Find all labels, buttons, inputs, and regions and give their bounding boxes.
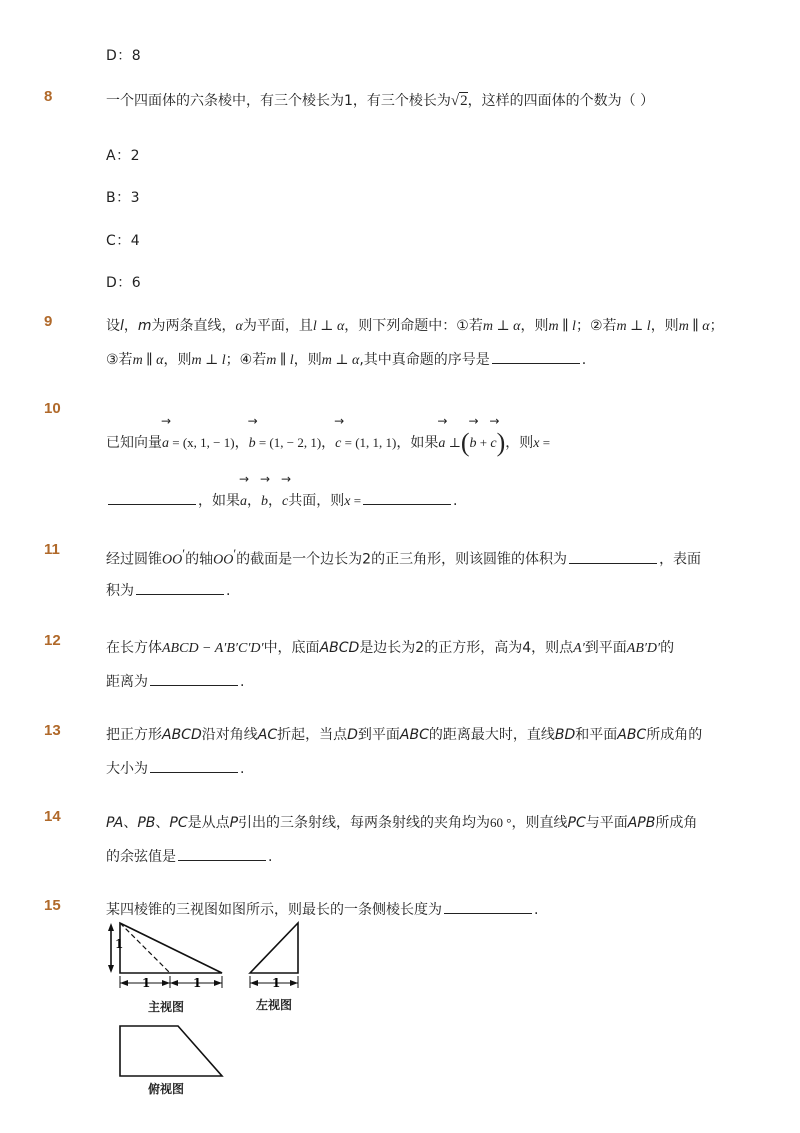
- q10-answer-blank-2[interactable]: [363, 492, 451, 505]
- q13-t: 大小为: [106, 761, 148, 777]
- q11-t: 的截面是一个边长为2的正三角形，则该圆锥的体积为: [236, 551, 568, 568]
- q13-m: ABC: [617, 727, 647, 743]
- q11-prime: ′: [182, 546, 186, 561]
- front-view: [108, 923, 222, 988]
- q12-t: 的: [660, 640, 675, 656]
- vector-arrow-icon: →: [161, 414, 172, 428]
- q12-answer-blank[interactable]: [150, 673, 238, 686]
- q12-m: A′: [573, 641, 585, 656]
- vector-arrow-icon: →: [468, 414, 479, 428]
- q9-m: m: [137, 318, 152, 334]
- q8-text: [106, 90, 654, 110]
- q9-t: 设: [106, 318, 120, 334]
- q12-m: ABCD − A′B′C′D′: [162, 641, 264, 656]
- q13-t: 所成角的: [646, 727, 703, 743]
- q10-m: = (x, 1, − 1): [169, 435, 235, 450]
- q13-t: 沿对角线: [201, 727, 258, 743]
- q11-line2: [106, 580, 230, 600]
- top-view: [120, 1026, 222, 1076]
- q9-t: .: [581, 352, 587, 368]
- vector-a: → a: [161, 414, 172, 451]
- q9-m: m ∥ l: [266, 353, 294, 368]
- q10-m: = (1, − 2, 1): [255, 435, 322, 450]
- left-view-caption: 左视图: [256, 998, 293, 1012]
- q10-paren: ): [496, 428, 506, 457]
- q11-t: 的轴: [185, 551, 214, 568]
- vector-b: → b: [468, 414, 479, 451]
- q10-t: ，: [247, 493, 261, 509]
- q13-answer-blank[interactable]: [150, 760, 238, 773]
- q9-t: ；: [709, 318, 724, 334]
- q11-m: OO: [162, 552, 183, 568]
- q11-answer-blank-1[interactable]: [569, 551, 657, 564]
- question-number-8: 8: [44, 88, 53, 105]
- q12-t: 是边长为2的正方形，高为4，则点: [359, 640, 574, 656]
- q13-m: BD: [554, 727, 576, 743]
- q14-t: 是从点: [187, 815, 230, 831]
- q9-t: ,其中真命题的序号是: [359, 352, 490, 368]
- q8-option-b: B：3: [106, 190, 141, 206]
- q12-line2: [106, 671, 244, 691]
- q14-m: APB: [627, 815, 656, 831]
- front-view-caption: 主视图: [148, 1000, 185, 1014]
- left-view-triangle: [250, 923, 298, 973]
- question-number-12: 12: [44, 632, 61, 649]
- q9-t: ，: [123, 318, 138, 334]
- vector-arrow-icon: →: [260, 472, 271, 486]
- q10-t: ，如果: [198, 493, 240, 509]
- q9-t: ，则下列命题中：①若: [344, 318, 483, 334]
- q11-t: 经过圆锥: [106, 551, 162, 568]
- vector-arrow-icon: →: [437, 414, 448, 428]
- q8-option-d: D：6: [106, 275, 142, 291]
- q12-t: 在长方体: [106, 640, 162, 656]
- q14-answer-blank[interactable]: [178, 848, 266, 861]
- q11-line1: [106, 546, 701, 569]
- q9-m: m ∥ l: [548, 319, 576, 334]
- q13-t: 把正方形: [106, 727, 162, 743]
- q10-m: =: [350, 493, 362, 508]
- q14-t: 所成角: [655, 815, 698, 831]
- q14-t: ，则直线: [511, 815, 568, 831]
- q10-t: 共面，则: [288, 493, 345, 509]
- q13-line2: [106, 758, 244, 778]
- q14-t: 、: [155, 815, 170, 831]
- q8-option-a: A：2: [106, 148, 140, 164]
- q14-m: PB: [137, 815, 156, 831]
- hidden-edge-dashed: [120, 923, 170, 973]
- dim-left-base-label: 1: [272, 976, 281, 990]
- q14-t: 与平面: [585, 815, 628, 831]
- q13-t: 的距离最大时，直线: [428, 727, 555, 743]
- q9-m: m ⊥ l: [616, 319, 651, 334]
- q10-t: ，则: [505, 435, 534, 451]
- q14-m: PA: [106, 815, 124, 831]
- vector-c: → c: [489, 414, 500, 451]
- q9-m: l: [120, 318, 124, 334]
- q13-m: D: [347, 727, 358, 743]
- q12-t: 距离为: [106, 674, 148, 690]
- vector-arrow-icon: →: [247, 414, 258, 428]
- vector-b: → b: [260, 472, 271, 509]
- q9-m: m ⊥ α: [321, 353, 360, 368]
- vector-arrow-icon: →: [239, 472, 250, 486]
- q12-m: AB′D′: [626, 641, 661, 656]
- q14-line2: [106, 846, 272, 866]
- q11-t: 积为: [106, 583, 134, 599]
- q10-t: ，: [234, 435, 249, 451]
- q13-m: ABC: [399, 727, 429, 743]
- vector-b: → b: [247, 414, 258, 451]
- vector-arrow-icon: →: [334, 414, 345, 428]
- dim-base-left-label: 1: [142, 976, 151, 990]
- q13-m: ABCD: [162, 727, 202, 743]
- arrow-down-icon: [108, 965, 114, 973]
- q8-option-c: C：4: [106, 233, 141, 249]
- vector-arrow-icon: →: [281, 472, 292, 486]
- q9-t: ，则: [520, 318, 549, 334]
- q15-t: .: [534, 902, 539, 918]
- q11-m: OO: [213, 552, 234, 568]
- q9-t: 为两条直线，: [151, 318, 236, 334]
- q11-t: .: [226, 583, 231, 599]
- arrow-up-icon: [108, 923, 114, 931]
- q15-answer-blank[interactable]: [444, 901, 532, 914]
- q13-t: 到平面: [357, 727, 400, 743]
- vector-arrow-icon: →: [489, 414, 500, 428]
- q10-line1: [106, 414, 551, 458]
- q8-text-a: 一个四面体的六条棱中，有三个棱长为1，有三个棱长为: [106, 93, 451, 109]
- question-number-13: 13: [44, 722, 61, 739]
- q10-line2: [106, 472, 458, 510]
- question-number-15: 15: [44, 897, 61, 914]
- q13-line1: [106, 724, 702, 744]
- q12-line1: [106, 637, 674, 657]
- q8-text-b: ，这样的四面体的个数为（ ）: [467, 93, 655, 109]
- q12-t: .: [240, 674, 245, 690]
- q10-t: .: [453, 493, 458, 509]
- dim-height-label: 1: [115, 937, 124, 951]
- q14-t: 、: [123, 815, 138, 831]
- q9-m: m ∥ α: [678, 319, 710, 334]
- q9-t: 为平面，且: [242, 318, 313, 334]
- question-number-11: 11: [44, 541, 60, 558]
- q14-m: PC: [169, 815, 188, 831]
- question-number-14: 14: [44, 808, 61, 825]
- q14-t: 的余弦值是: [106, 849, 176, 865]
- q11-t: ，表面: [659, 551, 702, 568]
- q9-t: ③若: [106, 352, 133, 368]
- question-number-10: 10: [44, 400, 61, 417]
- q7-option-d: D：8: [106, 48, 142, 64]
- q9-m: m ⊥ l: [191, 353, 226, 368]
- dim-base-right-label: 1: [193, 976, 202, 990]
- q9-t: ，则: [293, 352, 322, 368]
- q14-line1: [106, 812, 697, 832]
- top-view-trapezoid: [120, 1026, 222, 1076]
- q12-t: 中，底面: [263, 640, 320, 656]
- q11-answer-blank-2[interactable]: [136, 582, 224, 595]
- q12-m: ABCD: [319, 640, 360, 656]
- q15-t: 某四棱锥的三视图如图所示，则最长的一条侧棱长度为: [106, 902, 442, 918]
- q14-m: P: [229, 815, 239, 831]
- q9-m: α: [235, 319, 243, 334]
- q10-m: x: [533, 436, 540, 451]
- q9-t: ，则: [163, 352, 192, 368]
- vector-c: → c: [281, 472, 292, 509]
- q13-t: 折起，当点: [277, 727, 348, 743]
- q10-t: 已知向量: [106, 435, 162, 451]
- q11-prime: ′: [233, 546, 237, 561]
- q10-answer-blank-1[interactable]: [108, 492, 196, 505]
- q14-m: PC: [567, 815, 586, 831]
- question-number-9: 9: [44, 313, 53, 330]
- q10-m: = (1, 1, 1): [341, 435, 397, 450]
- q9-m: m ⊥ α: [482, 319, 521, 334]
- top-view-caption: 俯视图: [148, 1082, 185, 1096]
- q13-t: 和平面: [575, 727, 618, 743]
- q10-m: +: [476, 435, 491, 450]
- q10-m: =: [539, 435, 551, 450]
- q13-t: .: [240, 761, 245, 777]
- q14-t: .: [268, 849, 273, 865]
- q10-paren: (: [460, 428, 470, 457]
- front-view-triangle: [120, 923, 222, 973]
- q8-sqrt: √2: [450, 93, 468, 109]
- q9-line1: [106, 315, 724, 335]
- q14-m: 60 °: [490, 815, 512, 830]
- q9-answer-blank[interactable]: [492, 351, 580, 364]
- q10-t: ，: [321, 435, 336, 451]
- q9-t: ，则: [650, 318, 679, 334]
- q14-t: 引出的三条射线，每两条射线的夹角均为: [238, 815, 491, 831]
- vector-a: → a: [437, 414, 448, 451]
- q15-line1: [106, 899, 538, 919]
- q10-t: ，: [268, 493, 282, 509]
- q9-t: ；②若: [575, 318, 617, 334]
- q9-line2: [106, 349, 586, 369]
- vector-c: → c: [334, 414, 345, 451]
- q9-m: l ⊥ α: [312, 319, 345, 334]
- vector-a: → a: [239, 472, 250, 509]
- q9-t: ；④若: [225, 352, 267, 368]
- q13-m: AC: [257, 727, 278, 743]
- q10-t: ，如果: [396, 435, 439, 451]
- q10-m: ⊥: [445, 435, 461, 450]
- q10-m: x: [344, 494, 351, 509]
- q9-m: m ∥ α: [132, 353, 164, 368]
- q12-t: 到平面: [584, 640, 627, 656]
